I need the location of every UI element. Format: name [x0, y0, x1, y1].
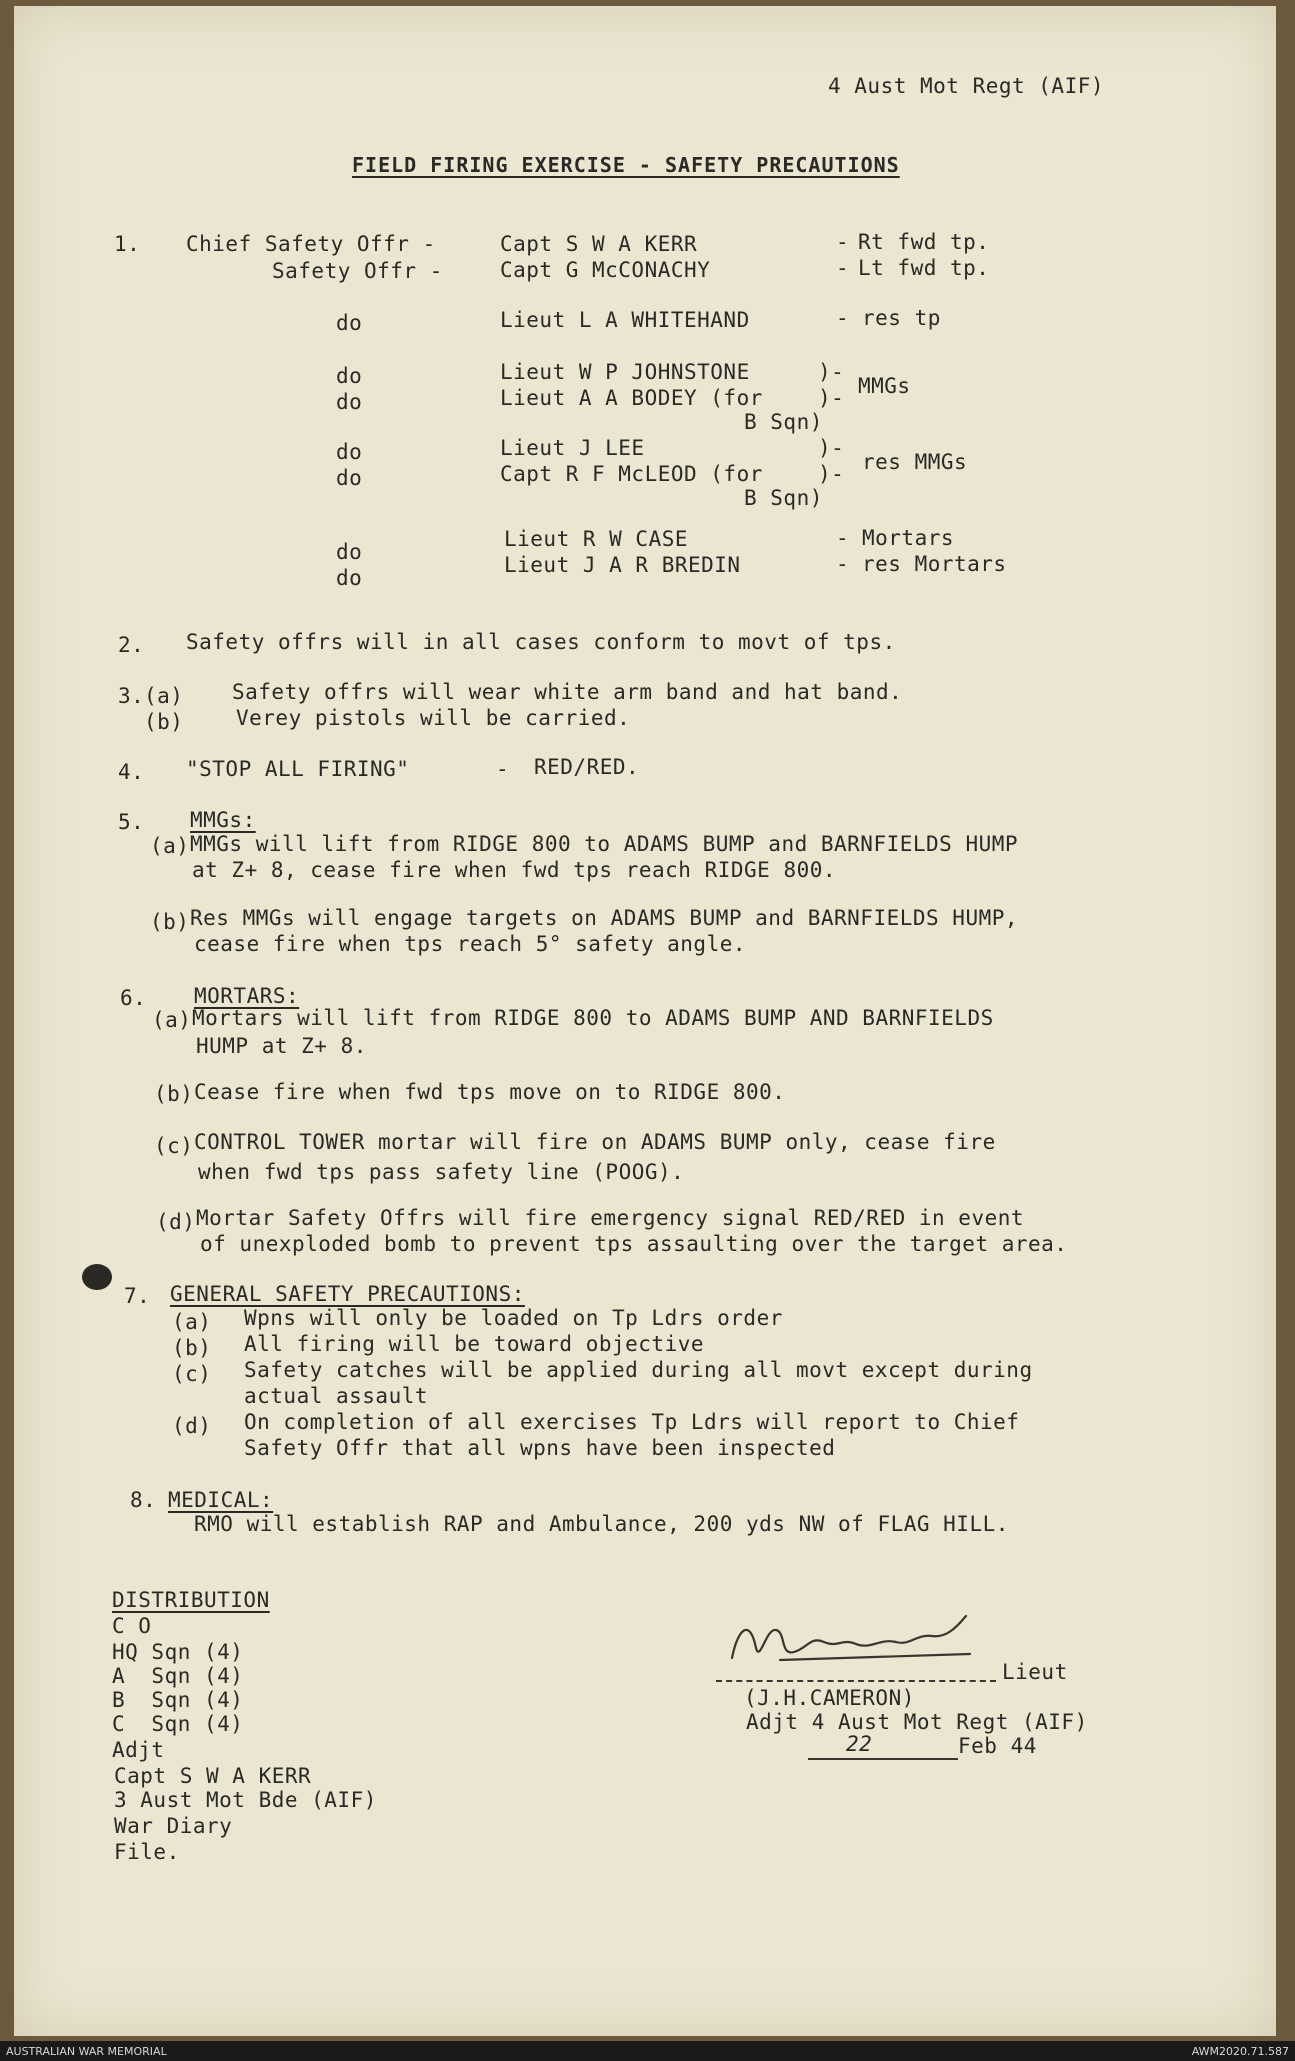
para4-number: 4.	[118, 760, 145, 784]
para6-a-line2: HUMP at Z+ 8.	[196, 1034, 367, 1058]
distribution-item: C Sqn (4)	[112, 1712, 244, 1736]
para1-dash: -	[836, 526, 850, 550]
para1-dash: -	[836, 230, 850, 254]
para6-a-line1: Mortars will lift from RIDGE 800 to ADAMS BUMP AND BARNFIELDS	[192, 1006, 994, 1030]
para1-task: MMGs	[858, 374, 911, 398]
distribution-item: File.	[114, 1840, 180, 1864]
para1-role: Safety Offr -	[272, 259, 443, 283]
para6-heading: MORTARS:	[194, 984, 300, 1008]
para6-d-line1: Mortar Safety Offrs will fire emergency signal RED/RED in event	[196, 1206, 1025, 1230]
para7-c-label: (c)	[172, 1362, 212, 1386]
para1-task: Mortars	[862, 526, 955, 550]
para1-name: Lieut A A BODEY (for	[500, 386, 763, 410]
para5-b-line2: cease fire when tps reach 5° safety angle.	[194, 932, 747, 956]
para4-signal: RED/RED.	[534, 755, 640, 779]
para6-c-label: (c)	[154, 1134, 194, 1158]
para1-name: Capt S W A KERR	[500, 232, 698, 256]
para1-task: Rt fwd tp.	[858, 230, 990, 254]
para5-a-line2: at Z+ 8, cease fire when fwd tps reach RIDGE 800.	[192, 858, 837, 882]
signature-day: 22	[846, 1732, 873, 1756]
para1-role: do	[336, 364, 363, 388]
para1-number: 1.	[114, 232, 141, 256]
para1-role: do	[336, 566, 363, 590]
para8-heading: MEDICAL:	[168, 1488, 274, 1512]
date-line	[808, 1758, 958, 1760]
para1-bracket: )-	[818, 360, 845, 384]
signature-rank: Lieut	[1002, 1660, 1068, 1684]
para1-name: B Sqn)	[744, 410, 823, 434]
para1-role: do	[336, 466, 363, 490]
distribution-item: HQ Sqn (4)	[112, 1640, 244, 1664]
archive-reference: AWM2020.71.587	[1191, 2045, 1289, 2058]
distribution-item: 3 Aust Mot Bde (AIF)	[114, 1788, 377, 1812]
para7-a-line1: Wpns will only be loaded on Tp Ldrs order	[244, 1306, 783, 1330]
para8-text: RMO will establish RAP and Ambulance, 200 yds NW of FLAG HILL.	[194, 1512, 1009, 1536]
para7-b-line1: All firing will be toward objective	[244, 1332, 705, 1356]
distribution-item: Adjt	[112, 1738, 165, 1762]
para1-name: Capt G McCONACHY	[500, 258, 711, 282]
para1-name: Lieut W P JOHNSTONE	[500, 360, 750, 384]
para2-text: Safety offrs will in all cases conform to movt of tps.	[186, 630, 896, 654]
para1-role: do	[336, 311, 363, 335]
para6-number: 6.	[120, 986, 147, 1010]
para5-heading: MMGs:	[190, 808, 256, 832]
para6-c-line2: when fwd tps pass safety line (POOG).	[198, 1160, 685, 1184]
signature-date: Feb 44	[958, 1734, 1037, 1758]
signature-line	[716, 1680, 996, 1682]
para1-name: Lieut R W CASE	[504, 527, 689, 551]
distribution-item: War Diary	[114, 1814, 233, 1838]
para3-number: 3.	[118, 684, 145, 708]
para1-role: do	[336, 540, 363, 564]
para3-a-label: (a)	[144, 684, 184, 708]
distribution-item: A Sqn (4)	[112, 1664, 244, 1688]
distribution-item: C O	[112, 1614, 152, 1638]
para6-d-label: (d)	[156, 1210, 196, 1234]
para6-b-label: (b)	[154, 1082, 194, 1106]
para2-number: 2.	[118, 633, 145, 657]
para1-bracket: )-	[818, 386, 845, 410]
para5-number: 5.	[118, 810, 145, 834]
para5-b-line1: Res MMGs will engage targets on ADAMS BUMP and BARNFIELDS HUMP,	[190, 906, 1019, 930]
para1-dash: -	[836, 306, 850, 330]
para7-d-line1: On completion of all exercises Tp Ldrs will report to Chief	[244, 1410, 1020, 1434]
para7-c-line2: actual assault	[244, 1384, 429, 1408]
para1-task: res tp	[862, 306, 941, 330]
signature-appointment: Adjt 4 Aust Mot Regt (AIF)	[746, 1710, 1088, 1734]
para6-b-line1: Cease fire when fwd tps move on to RIDGE 800.	[194, 1080, 786, 1104]
para1-role: do	[336, 440, 363, 464]
para1-task: Lt fwd tp.	[858, 256, 990, 280]
para7-c-line1: Safety catches will be applied during all movt except during	[244, 1358, 1033, 1382]
distribution-item: B Sqn (4)	[112, 1688, 244, 1712]
para1-name: B Sqn)	[744, 486, 823, 510]
para1-name: Lieut J A R BREDIN	[504, 553, 741, 577]
para1-dash: -	[836, 256, 850, 280]
archive-name: AUSTRALIAN WAR MEMORIAL	[6, 2045, 167, 2058]
para7-heading: GENERAL SAFETY PRECAUTIONS:	[170, 1282, 525, 1306]
para1-dash: -	[836, 552, 850, 576]
signature-name: (J.H.CAMERON)	[744, 1686, 915, 1710]
para1-bracket: )-	[818, 436, 845, 460]
para1-task: res MMGs	[862, 450, 968, 474]
para7-a-label: (a)	[172, 1310, 212, 1334]
para1-role: do	[336, 390, 363, 414]
para5-a-line1: MMGs will lift from RIDGE 800 to ADAMS BUMP and BARNFIELDS HUMP	[190, 832, 1019, 856]
para3-a-text: Safety offrs will wear white arm band and hat band.	[232, 680, 903, 704]
para1-bracket: )-	[818, 462, 845, 486]
para5-b-label: (b)	[150, 910, 190, 934]
para7-d-label: (d)	[172, 1414, 212, 1438]
para7-number: 7.	[124, 1284, 151, 1308]
archive-footer	[0, 2041, 1295, 2061]
para4-dash: -	[496, 757, 510, 781]
para1-name: Capt R F McLEOD (for	[500, 462, 763, 486]
unit-header: 4 Aust Mot Regt (AIF)	[828, 74, 1105, 98]
para1-name: Lieut J LEE	[500, 436, 645, 460]
para7-d-line2: Safety Offr that all wpns have been inspected	[244, 1436, 836, 1460]
para8-number: 8.	[130, 1488, 157, 1512]
para1-task: res Mortars	[862, 552, 1007, 576]
ink-blot	[82, 1264, 112, 1290]
para3-b-label: (b)	[144, 710, 184, 734]
para6-a-label: (a)	[152, 1008, 192, 1032]
para6-d-line2: of unexploded bomb to prevent tps assaulting over the target area.	[200, 1232, 1068, 1256]
para5-a-label: (a)	[150, 834, 190, 858]
para3-b-text: Verey pistols will be carried.	[236, 706, 631, 730]
para4-text: "STOP ALL FIRING"	[186, 757, 410, 781]
document-title: FIELD FIRING EXERCISE - SAFETY PRECAUTIONS	[352, 153, 900, 177]
para1-name: Lieut L A WHITEHAND	[500, 308, 750, 332]
handwritten-signature	[720, 1608, 1020, 1678]
para1-role: Chief Safety Offr -	[186, 232, 436, 256]
para7-b-label: (b)	[172, 1336, 212, 1360]
distribution-item: Capt S W A KERR	[114, 1764, 312, 1788]
para6-c-line1: CONTROL TOWER mortar will fire on ADAMS BUMP only, cease fire	[194, 1130, 996, 1154]
distribution-heading: DISTRIBUTION	[112, 1588, 270, 1612]
